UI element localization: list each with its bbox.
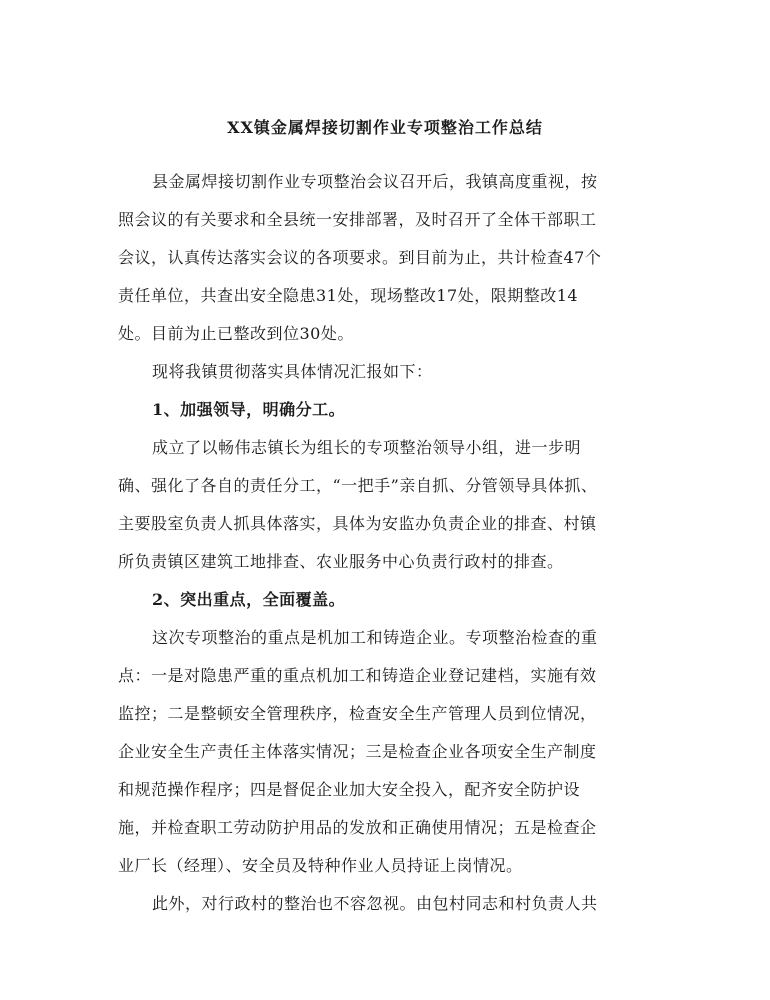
document-title: XX镇金属焊接切割作业专项整治工作总结 [227, 118, 543, 137]
paragraph-line: 成立了以畅伟志镇长为组长的专项整治领导小组，进一步明 [152, 438, 582, 457]
paragraph-line: 监控；二是整顿安全管理秩序，检查安全生产管理人员到位情况， [118, 704, 597, 723]
paragraph-line: 施，并检查职工劳动防护用品的发放和正确使用情况；五是检查企 [118, 818, 597, 837]
paragraph-line: 处。目前为止已整改到位30处。 [118, 324, 354, 343]
paragraph-line: 会议，认真传达落实会议的各项要求。到目前为止，共计检查47个 [118, 248, 602, 267]
paragraph-line: 和规范操作程序；四是督促企业加大安全投入，配齐安全防护设 [118, 780, 581, 799]
paragraph-line: 所负责镇区建筑工地排查、农业服务中心负责行政村的排查。 [118, 552, 564, 571]
section-heading: 1、加强领导，明确分工。 [152, 400, 346, 419]
paragraph-line: 主要股室负责人抓具体落实，具体为安监办负责企业的排查、村镇 [118, 514, 597, 533]
paragraph-line: 确、强化了各自的责任分工，“一把手”亲自抓、分管领导具体抓、 [118, 476, 598, 495]
paragraph-line: 业厂长（经理）、安全员及特种作业人员持证上岗情况。 [118, 856, 523, 875]
paragraph-line: 此外，对行政村的整治也不容忽视。由包村同志和村负责人共 [152, 894, 598, 913]
paragraph-line: 这次专项整治的重点是机加工和铸造企业。专项整治检查的重 [152, 628, 598, 647]
paragraph-line: 照会议的有关要求和全县统一安排部署，及时召开了全体干部职工 [118, 210, 597, 229]
paragraph-line: 企业安全生产责任主体落实情况；三是检查企业各项安全生产制度 [118, 742, 597, 761]
section-heading: 2、突出重点，全面覆盖。 [152, 590, 346, 609]
paragraph-line: 点：一是对隐患严重的重点机加工和铸造企业登记建档，实施有效 [118, 666, 597, 685]
paragraph-line: 责任单位，共查出安全隐患31处，现场整改17处，限期整改14 [118, 286, 579, 305]
paragraph-line: 现将我镇贯彻落实具体情况汇报如下： [152, 362, 433, 381]
paragraph-line: 县金属焊接切割作业专项整治会议召开后，我镇高度重视，按 [152, 172, 598, 191]
